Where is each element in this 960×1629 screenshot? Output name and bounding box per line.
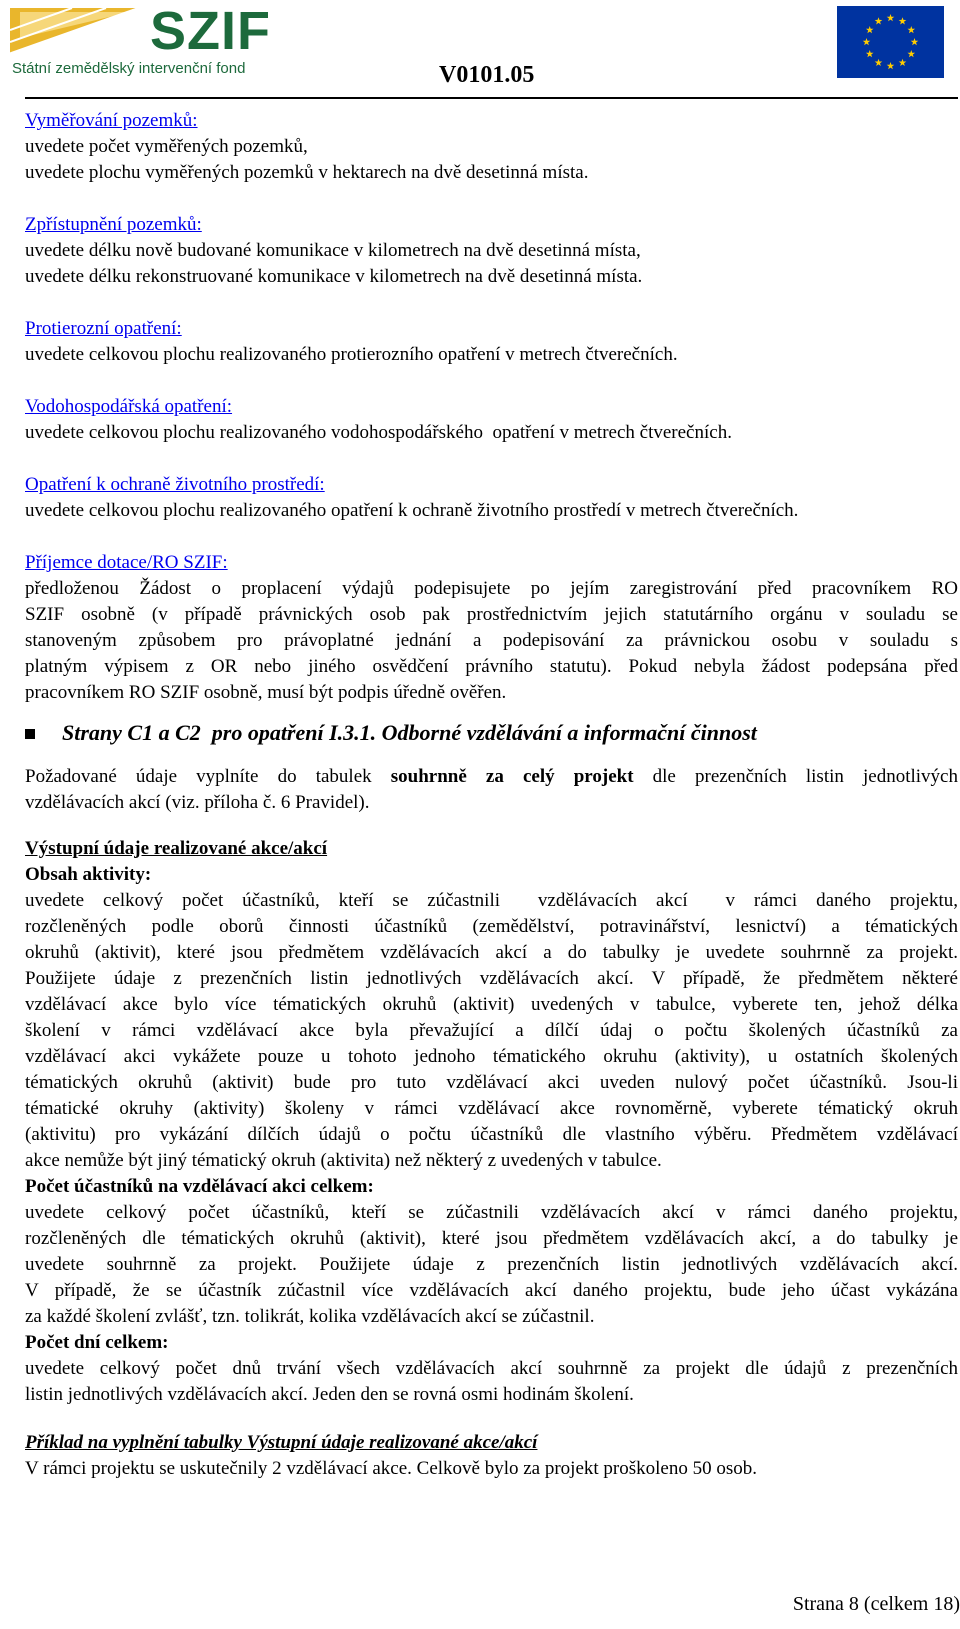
section-zpristupneni (25, 212, 958, 290)
document-body (25, 108, 958, 1482)
logo-word: SZIF (150, 1, 271, 61)
text-line: vzdělávacích akcí (viz. příloha č. 6 Pravidel). (25, 792, 370, 813)
text-line: rozčleněných dle tématických okruhů (aktivit), které jsou předmětem vzdělávacích akcí, a do tabulky je (25, 1228, 958, 1249)
header-divider (25, 97, 958, 99)
logo-subtitle: Státní zemědělský intervenční fond (12, 60, 246, 77)
section-heading: Vyměřování pozemků: (25, 110, 198, 131)
eu-flag-icon (837, 6, 944, 78)
intro-paragraph (25, 764, 958, 816)
section-heading: Zpřístupnění pozemků: (25, 214, 202, 235)
section-prijemce (25, 550, 958, 706)
text-line: tématické okruhy (aktivity) školeny v rámci vzdělávací akce rovnoměrně, vyberete tématický okruh (25, 1098, 958, 1119)
section-vodohospodarska (25, 394, 958, 446)
text-line: (aktivitu) pro vykázání dílčích údajů o počtu účastníků dle vlastního výběru. Předmětem vzdělávací (25, 1124, 958, 1145)
text-line: stanoveným způsobem pro právoplatné jednání a podepisování za právnickou osobu v souladu s (25, 630, 958, 651)
section-heading: Příjemce dotace/RO SZIF: (25, 552, 228, 573)
text-line: tématických okruhů (aktivit) bude pro tuto vzdělávací akci uveden nulový počet účastníků. Jsou-li (25, 1072, 958, 1093)
version-label: V0101.05 (439, 62, 535, 88)
text-line: akce nemůže být jiný tématický okruh (aktivita) než některý z uvedených v tabulce. (25, 1150, 662, 1171)
text-line: V rámci projektu se uskutečnily 2 vzdělávací akce. Celkově bylo za projekt proškoleno 50 osob. (25, 1458, 758, 1479)
square-bullet-icon (25, 729, 35, 739)
text-line: uvedete počet vyměřených pozemků, (25, 136, 308, 157)
text-line: školení v rámci vzdělávací akce byla převažující a dílčí údaj o počtu školených účastníků za (25, 1020, 958, 1041)
page-number: Strana 8 (celkem 18) (792, 1593, 960, 1615)
obsah-label: Obsah aktivity: (25, 864, 152, 885)
text-line: vzdělávací akce bylo více tématických okruhů (aktivit) uvedených v tabulce, vyberete ten, jehož délka (25, 994, 958, 1015)
bullet-title: Strany C1 a C2 pro opatření I.3.1. Odborné vzdělávání a informační činnost (62, 720, 757, 745)
text-line (25, 764, 958, 790)
section-vymerovani (25, 108, 958, 186)
text-line: uvedete celkovou plochu realizovaného opatření k ochraně životního prostředí v metrech čtverečních. (25, 500, 799, 521)
text-line: SZIF osobně (v případě právnických osob pak prostřednictvím jejich statutárního orgánu v souladu se (25, 604, 958, 625)
szif-logo (10, 1, 280, 77)
text-line: okruhů (aktivit), které jsou předmětem vzdělávacích akcí a do tabulky je uvedete souhrnně za projekt. (25, 942, 958, 963)
page-header (0, 0, 960, 100)
text-line: za každé školení zvlášť, tzn. tolikrát, kolika vzdělávacích akcí se zúčastnil. (25, 1306, 595, 1327)
text-line: platným výpisem z OR nebo jiného osvědčení právního statutu). Pokud nebyla žádost podepsána před (25, 656, 958, 677)
text-line: předloženou Žádost o proplacení výdajů podepisujete po jejím zaregistrování před pracovníkem RO (25, 578, 958, 599)
text-line: vzdělávací akci vykážete pouze u tohoto jednoho tématického okruhu (aktivity), u ostatních školených (25, 1046, 958, 1067)
text-line: uvedete plochu vyměřených pozemků v hektarech na dvě desetinná místa. (25, 162, 589, 183)
bullet-heading (25, 720, 958, 746)
priklad-heading: Příklad na vyplnění tabulky Výstupní údaje realizované akce/akcí (25, 1432, 538, 1453)
section-ochrana (25, 472, 958, 524)
text-line: uvedete celkový počet účastníků, kteří se zúčastnili vzdělávacích akcí v rámci daného projektu, (25, 1202, 958, 1223)
text-line: uvedete celkový počet účastníků, kteří se zúčastnili vzdělávacích akcí v rámci daného projektu, (25, 890, 958, 911)
text-line: listin jednotlivých vzdělávacích akcí. Jeden den se rovná osmi hodinám školení. (25, 1384, 634, 1405)
dni-label: Počet dní celkem: (25, 1332, 169, 1353)
text-line: uvedete souhrnně za projekt. Použijete údaje z prezenčních listin jednotlivých vzdělávacích akcí. (25, 1254, 958, 1275)
section-heading: Opatření k ochraně životního prostředí: (25, 474, 325, 495)
intro-bold: souhrnně za celý projekt (390, 766, 634, 787)
section-vystupni (25, 836, 958, 1408)
intro-text: Požadované údaje vyplníte do tabulek (25, 766, 391, 787)
section-priklad (25, 1430, 958, 1482)
text-line: Použijete údaje z prezenčních listin jednotlivých vzdělávacích akcí. V případě, že předmětem některé (25, 968, 958, 989)
text-line: uvedete délku nově budované komunikace v kilometrech na dvě desetinná místa, (25, 240, 641, 261)
section-heading: Vodohospodářská opatření: (25, 396, 233, 417)
text-line: uvedete celkovou plochu realizovaného protierozního opatření v metrech čtverečních. (25, 344, 678, 365)
intro-text: dle prezenčních listin jednotlivých (633, 766, 958, 787)
text-line: V případě, že se účastník zúčastnil více vzdělávacích akcí daného projektu, bude jeho účast vykázána (25, 1280, 958, 1301)
section-protierozni (25, 316, 958, 368)
vystupni-heading: Výstupní údaje realizované akce/akcí (25, 838, 328, 859)
section-heading: Protierozní opatření: (25, 318, 182, 339)
text-line: uvedete celkovou plochu realizovaného vodohospodářského opatření v metrech čtverečních. (25, 422, 732, 443)
text-line: pracovníkem RO SZIF osobně, musí být podpis úředně ověřen. (25, 682, 507, 703)
text-line: uvedete délku rekonstruované komunikace v kilometrech na dvě desetinná místa. (25, 266, 643, 287)
pocet-label: Počet účastníků na vzdělávací akci celkem: (25, 1176, 374, 1197)
text-line: rozčleněných podle oborů činnosti účastníků (zemědělství, potravinářství, lesnictví) a tématických (25, 916, 958, 937)
text-line: uvedete celkový počet dnů trvání všech vzdělávacích akcí souhrnně za projekt dle údajů z prezenčních (25, 1358, 958, 1379)
szif-logo-icon (10, 8, 150, 54)
